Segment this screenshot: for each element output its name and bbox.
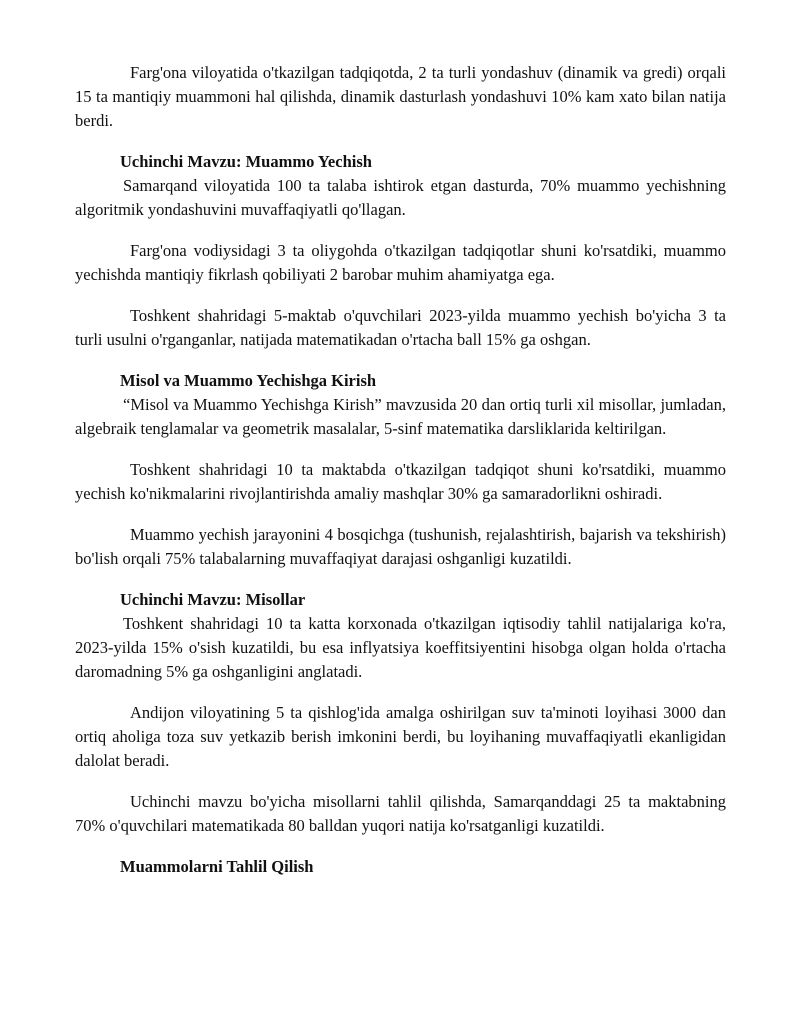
paragraph: Farg'ona viloyatida o'tkazilgan tadqiqotda, 2 ta turli yondashuv (dinamik va gredi) orqali 15 ta mantiqiy muammoni hal qilishda, dinamik dasturlash yondashuvi 10% kam xato bilan natija berdi. [75, 63, 726, 130]
paragraph: Muammo yechish jarayonini 4 bosqichga (tushunish, rejalashtirish, bajarish va tekshirish) bo'lish orqali 75% talabalarning muvaffaqiyat darajasi oshganligi kuzatildi. [75, 525, 726, 568]
paragraph: Uchinchi mavzu bo'yicha misollarni tahlil qilishda, Samarqanddagi 25 ta maktabning 70% o'quvchilari matematikada 80 balldan yuqori natija ko'rsatganligi kuzatildi. [75, 792, 726, 835]
section-heading: Uchinchi Mavzu: Misollar [120, 590, 306, 609]
section-heading: Muammolarni Tahlil Qilish [120, 857, 314, 876]
document-page [75, 61, 726, 879]
paragraph: Samarqand viloyatida 100 ta talaba ishtirok etgan dasturda, 70% muammo yechishning algoritmik yondashuvini muvaffaqiyatli qo'llagan. [75, 176, 726, 219]
paragraph: Toshkent shahridagi 10 ta maktabda o'tkazilgan tadqiqot shuni ko'rsatdiki, muammo yechish ko'nikmalarini rivojlantirishda amaliy mashqlar 30% ga samaradorlikni oshiradi. [75, 460, 726, 503]
section-heading: Uchinchi Mavzu: Muammo Yechish [120, 152, 372, 171]
section-heading: Misol va Muammo Yechishga Kirish [120, 371, 377, 390]
paragraph: Toshkent shahridagi 5-maktab o'quvchilari 2023-yilda muammo yechish bo'yicha 3 ta turli usulni o'rganganlar, natijada matematikadan o'rtacha ball 15% ga oshgan. [75, 306, 726, 349]
paragraph: Toshkent shahridagi 10 ta katta korxonada o'tkazilgan iqtisodiy tahlil natijalariga ko'ra, 2023-yilda 15% o'sish kuzatildi, bu esa inflyatsiya koeffitsiyentini hisobga olgan holda o'rtacha daromadning 5% ga oshganligini anglatadi. [75, 614, 726, 681]
paragraph: Andijon viloyatining 5 ta qishlog'ida amalga oshirilgan suv ta'minoti loyihasi 3000 dan ortiq aholiga toza suv yetkazib berish imkonini berdi, bu loyihaning muvaffaqiyatli ekanligidan dalolat beradi. [75, 703, 726, 770]
paragraph: “Misol va Muammo Yechishga Kirish” mavzusida 20 dan ortiq turli xil misollar, jumladan, algebraik tenglamalar va geometrik masalalar, 5-sinf matematika darsliklarida keltirilgan. [75, 395, 726, 438]
paragraph: Farg'ona vodiysidagi 3 ta oliygohda o'tkazilgan tadqiqotlar shuni ko'rsatdiki, muammo yechishda mantiqiy fikrlash qobiliyati 2 barobar muhim ahamiyatga ega. [75, 241, 726, 284]
